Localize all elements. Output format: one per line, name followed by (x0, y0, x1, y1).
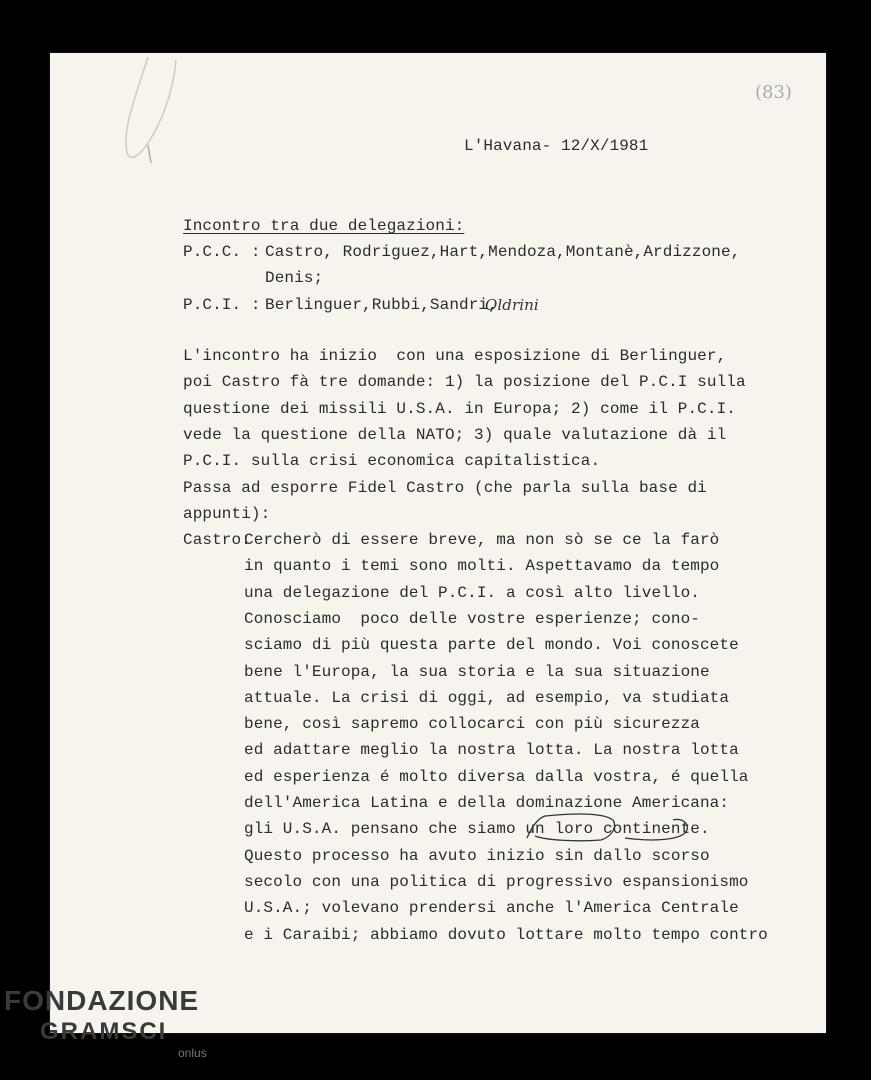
speech-line: ed adattare meglio la nostra lotta. La nostra lotta (244, 741, 739, 760)
pci-label: P.C.I. : (183, 296, 261, 314)
staple-mark (118, 55, 188, 165)
place-date: L'Havana- 12/X/1981 (464, 137, 649, 155)
speech-line: Questo processo ha avuto inizio sin dallo scorso (244, 846, 710, 865)
pcc-members-line2: Denis; (265, 269, 324, 287)
speech-line: Conosciamo poco delle vostre esperienze; cono- (244, 609, 700, 628)
watermark-onlus: onlus (178, 1046, 207, 1060)
speaker-label: Castro: (183, 531, 251, 549)
page-number-stamp: (83) (755, 82, 792, 103)
speech-line: sciamo di più questa parte del mondo. Voi conoscete (244, 636, 739, 655)
heading: Incontro tra due delegazioni: (183, 217, 465, 235)
speech-line: bene l'Europa, la sua storia e la sua situazione (244, 662, 710, 681)
pci-members: Berlinguer,Rubbi,Sandri, (265, 296, 498, 314)
intro-line: appunti): (183, 504, 271, 523)
speech-line: e i Caraibi; abbiamo dovuto lottare molto tempo contro (244, 925, 768, 944)
watermark-logo-text: FONDAZIONE (4, 985, 200, 1016)
speech-line: bene, così sapremo collocarci con più sicurezza (244, 715, 700, 734)
intro-line: questione dei missili U.S.A. in Europa; 2) come il P.C.I. (183, 399, 736, 418)
speech-line: ed esperienza é molto diversa dalla vostra, é quella (244, 767, 749, 786)
speech-line: Cercherò di essere breve, ma non sò se ce la farò (244, 531, 720, 549)
intro-line: P.C.I. sulla crisi economica capitalistica. (183, 452, 601, 471)
speech-line: dell'America Latina e della dominazione Americana: (244, 794, 730, 812)
speech-line: U.S.A.; volevano prendersi anche l'America Centrale (244, 899, 739, 918)
intro-line: poi Castro fà tre domande: 1) la posizione del P.C.I sulla (183, 373, 746, 392)
handwritten-circle-mark (505, 810, 695, 844)
pci-handwritten-name: Oldrini (485, 296, 539, 314)
intro-line: Passa ad esporre Fidel Castro (che parla sulla base di (183, 478, 707, 497)
speech-line: in quanto i temi sono molti. Aspettavamo da tempo (244, 557, 720, 576)
speech-line: secolo con una politica di progressivo espansionismo (244, 872, 749, 891)
speech-line: attuale. La crisi di oggi, ad esempio, va studiata (244, 688, 730, 707)
pcc-members-line1: Castro, Rodriguez,Hart,Mendoza,Montanè,Ardizzone, (265, 243, 741, 261)
speech-line: gli U.S.A. pensano che siamo un loro continente. (244, 820, 710, 839)
pcc-label: P.C.C. : (183, 243, 261, 261)
speech-line: una delegazione del P.C.I. a così alto livello. (244, 583, 700, 602)
intro-line: vede la questione della NATO; 3) quale valutazione dà il (183, 425, 727, 444)
watermark-logo-text-2: GRAMSCI (40, 1018, 168, 1045)
intro-line: L'incontro ha inizio con una esposizione di Berlinguer, (183, 347, 727, 365)
